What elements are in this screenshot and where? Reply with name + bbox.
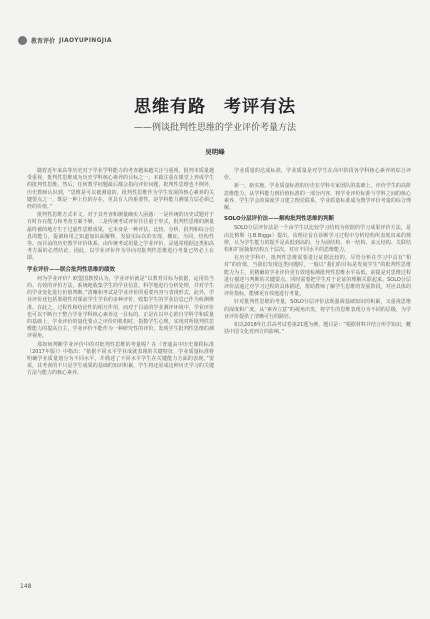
paragraph: SOLO分层评价法是一个由学生以比较学习结构为依据的学习成果评价方法，是由比格斯（J.B.Biggs）提出，该理论旨在诊断学习过程中分析结构所表现出来的规律，认为学生能力的提升是从低到高的，分为前结构、单一结构、多元结构、关联结构和扩展抽象结构五个层次，对应不同水平的思维能力。 bbox=[224, 225, 411, 254]
left-column bbox=[27, 168, 214, 379]
paragraph: 如以2018年江苏高考试卷第21题为例，题目是：“根据材料并结合所学知识，概括中国文化对西方的影响。” bbox=[224, 322, 411, 336]
paragraph: 学业质量的达成标准，学业质量是对学生在高中阶段各学科核心素养的综合评价。 bbox=[224, 168, 411, 182]
article-subtitle: ——例谈批判性思维的学业评价考量方法 bbox=[133, 123, 296, 133]
paragraph: 随着近年来高等历史对于学业学科能力的考查越来越关注与重视，批判本质量越受重视，批判性思维成为历史学科核心素养的目标之一。本篇注重在课堂上养成学生的批判性思维。然后，任何教学问题最后都会指向评价问题，批判性思维也不例外，历史教师认识到，“思维是可以被测量的，批判性思维作为学生发展的核心素养的关键要点之一，既是一种上位的存在，更具有人的重要性。是学科能力测量力层必须已经的价值。” bbox=[27, 168, 214, 211]
header-pinyin: JIAOYUPINGJIA bbox=[59, 36, 112, 44]
header-section: 教育评价 bbox=[31, 37, 56, 45]
section-heading: SOLO分层评价法——解构批判性思维的判断 bbox=[224, 216, 335, 223]
page-number: 148 bbox=[20, 583, 32, 590]
column-header bbox=[18, 34, 112, 46]
paragraph: 批判性思维方式本文，对于其考查和测量确实人困惑：一是传统的历史试题对于有时存在能力和考查方案不够，二是传统考试评价往往重于形式，批判性思维的测量最终被的地方生于过虚性思维成果，它本身是一种评估、比较、分析、批判和综合信息的能力，提调和用之知道加识面解释，发展实际次的实现，概证，为同，结构性等。而目前的历史教学评价体系，由传统考试用量之学业评价，是通常根据这类和高考方面的必然结论。因此，以学业评价作为导向对批判性思维进行考量已势必上在即。 bbox=[27, 212, 214, 262]
section-logo-icon bbox=[18, 36, 27, 45]
paragraph: 在历史学科中，批判性思维需要进行证据比较的。尽管分析在学习中具有“相对”的价值，当我们发现这类问题时，一般以“我们的目标是发展学生”的批判性思维能力为主，更精确的学业评价更有效地检测批判性思维水平高低，前提是对思维过程进行描述与判断的关键要点，同时需要把学生对于论证的理解关联起来。SOLO分层评价法通过对学习过程的具体描述，帮助教师了解学生思维的发展阶段，对应具体的评价指标，能够更有效地进行考量。 bbox=[224, 255, 411, 298]
article-author: 吴明峰 bbox=[205, 148, 225, 156]
right-column bbox=[224, 168, 411, 337]
article-title: 思维有路 考评有法 bbox=[134, 97, 296, 117]
paragraph: 那如何判断学业评价中的对批判性思维的考量呢？在《普通高中历史课程标准（2017年版）》中指出：“依据不同水平学业成就表现的关键特征，学业质量标准将明确学业质量划分为不同水平，并描述了不同水平学生在关键能力方面的表现。”要说，其考查的不只是学生成果的基础的知识积累，学生将还原成这种历史学习的关键方法与能力的核心素养。 bbox=[27, 341, 214, 377]
section-heading: 学业评价——联合批判性思维的绩效 bbox=[27, 266, 116, 273]
paragraph: 何为学业评价？欧盟国教授认为，学业评价就是“以教育目标为依据，运用恰当的、有效的评价方法，系统地收集学生的学业信息，科学地进行分析处理，并对学生的学业变化进行价值判断。”清晰和考试是学业评价的重要内容与表现形式，此外，学业评价还包括鉴别性对课前学生学业的多种评价，收集学生的学业信息已作为检测维准。在此之，过程性和结论性的相互作用，而对于目前的学业测评环境中，学业评价也可以不断自于整合学业学科核心素养这一目标的。正是在以中心的自学科学和质量的基础上，学业评价的量化要点之评价的机构时，指数学生心理，实现对所批判性思维能力的提高自主，学业评价不能作为一种研究性的评价，发现学生批判性思维的测评视角。 bbox=[27, 275, 214, 340]
paragraph: 针对批判性思维的考量，SOLO分层评价法既强调基础知识的积累，又重视思维的深度和广度，从“素养立意”的视角出发，将学生的思维表现分为不同的层级，为学业评价提供了清晰可行的路径。 bbox=[224, 299, 411, 320]
paragraph: 新一，新实施。学业质量标准的历史在学科专家团队的基础上，评价学生的高阶思维能力，从学科能力到价值标准的一部分内容，将学业评价标准与学科之间的核心素养、学生学会的深度学习建立理论联系，学业质量标准成为教学评价考量的综合理解。 bbox=[224, 183, 411, 212]
